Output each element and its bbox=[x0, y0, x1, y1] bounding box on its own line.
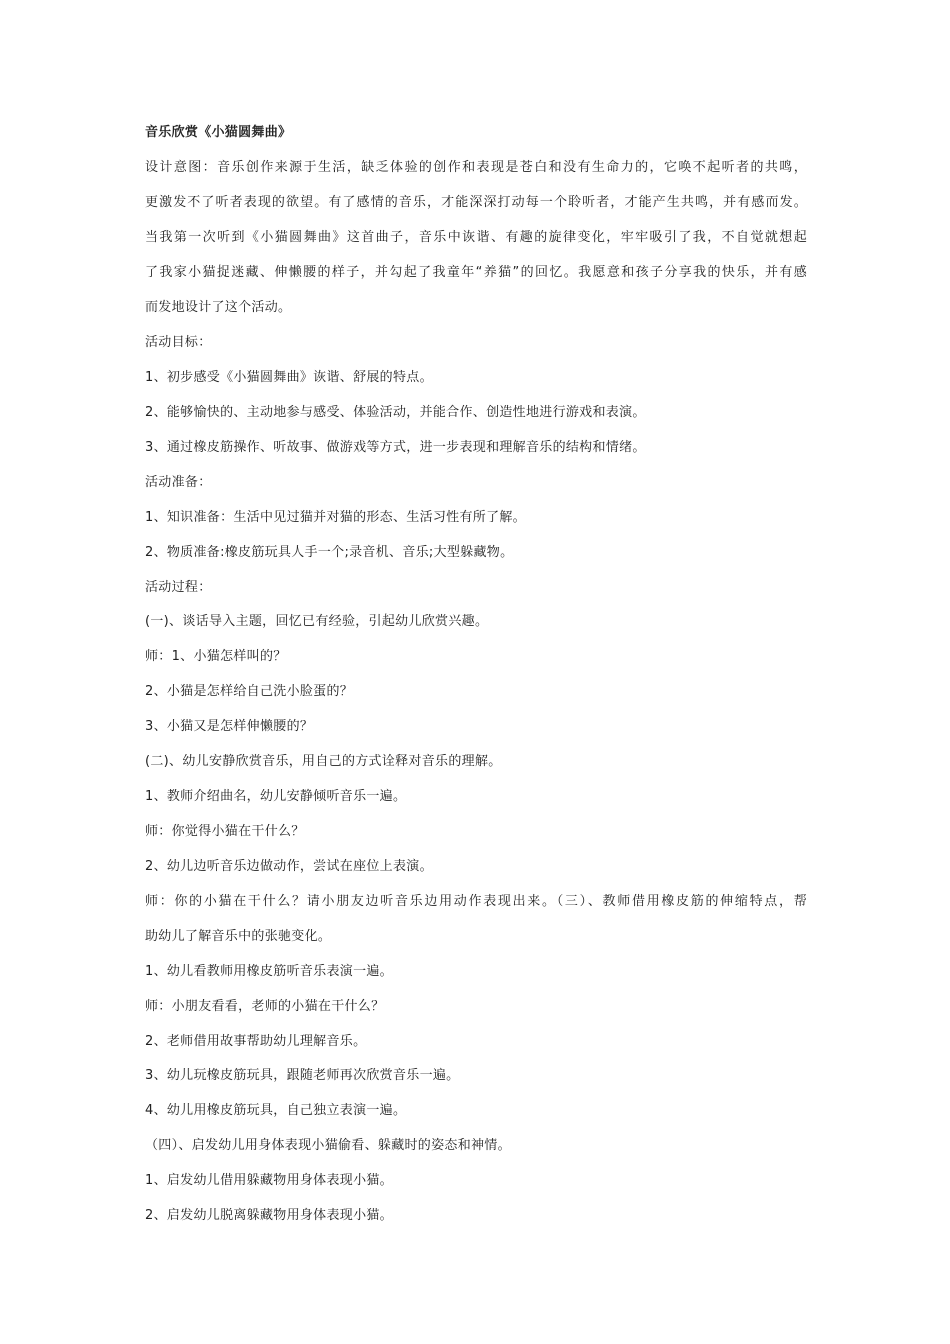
list-item: 师：小朋友看看，老师的小猫在干什么？ bbox=[145, 999, 385, 1014]
paragraph-line: 更激发不了听者表现的欲望。有了感情的音乐，才能深深打动每一个聆听者，才能产生共鸣，并有感而发。 bbox=[145, 195, 807, 210]
paragraph-line: 师：你的小猫在干什么？请小朋友边听音乐边用动作表现出来。（三）、教师借用橡皮筋的伸缩特点，帮 bbox=[145, 894, 807, 909]
paragraph-line: 助幼儿了解音乐中的张驰变化。 bbox=[145, 929, 332, 944]
list-item: 3、小猫又是怎样伸懒腰的？ bbox=[145, 719, 314, 734]
section-heading: 活动目标： bbox=[145, 335, 212, 350]
step-heading: (一)、谈话导入主题，回忆已有经验，引起幼儿欣赏兴趣。 bbox=[145, 614, 489, 629]
list-item: 2、老师借用故事帮助幼儿理解音乐。 bbox=[145, 1034, 367, 1049]
list-item: 4、幼儿用橡皮筋玩具，自己独立表演一遍。 bbox=[145, 1103, 407, 1118]
list-item: 3、幼儿玩橡皮筋玩具，跟随老师再次欣赏音乐一遍。 bbox=[145, 1068, 460, 1083]
list-item: 2、启发幼儿脱离躲藏物用身体表现小猫。 bbox=[145, 1208, 393, 1223]
paragraph-line: 了我家小猫捉迷藏、伸懒腰的样子，并勾起了我童年“养猫”的回忆。我愿意和孩子分享我的快乐，并有感 bbox=[145, 265, 807, 280]
paragraph-line: 设计意图：音乐创作来源于生活，缺乏体验的创作和表现是苍白和没有生命力的，它唤不起听者的共鸣， bbox=[145, 160, 807, 175]
list-item: 2、能够愉快的、主动地参与感受、体验活动，并能合作、创造性地进行游戏和表演。 bbox=[145, 405, 646, 420]
paragraph-line: 而发地设计了这个活动。 bbox=[145, 300, 292, 315]
list-item: 1、幼儿看教师用橡皮筋听音乐表演一遍。 bbox=[145, 964, 393, 979]
list-item: 师：1、小猫怎样叫的？ bbox=[145, 649, 287, 664]
list-item: 2、幼儿边听音乐边做动作，尝试在座位上表演。 bbox=[145, 859, 433, 874]
list-item: 师：你觉得小猫在干什么？ bbox=[145, 824, 305, 839]
list-item: 1、启发幼儿借用躲藏物用身体表现小猫。 bbox=[145, 1173, 393, 1188]
step-heading: (二)、幼儿安静欣赏音乐，用自己的方式诠释对音乐的理解。 bbox=[145, 754, 502, 769]
list-item: 1、教师介绍曲名，幼儿安静倾听音乐一遍。 bbox=[145, 789, 407, 804]
list-item: 2、小猫是怎样给自己洗小脸蛋的？ bbox=[145, 684, 354, 699]
section-heading: 活动过程： bbox=[145, 580, 212, 595]
list-item: 3、通过橡皮筋操作、听故事、做游戏等方式，进一步表现和理解音乐的结构和情绪。 bbox=[145, 440, 646, 455]
section-heading: 活动准备： bbox=[145, 475, 212, 490]
document-title: 音乐欣赏《小猫圆舞曲》 bbox=[145, 125, 292, 140]
list-item: 2、物质准备:橡皮筋玩具人手一个;录音机、音乐;大型躲藏物。 bbox=[145, 545, 514, 560]
step-heading: （四）、启发幼儿用身体表现小猫偷看、躲藏时的姿态和神情。 bbox=[145, 1138, 511, 1153]
list-item: 1、知识准备：生活中见过猫并对猫的形态、生活习性有所了解。 bbox=[145, 510, 526, 525]
paragraph-line: 当我第一次听到《小猫圆舞曲》这首曲子，音乐中诙谐、有趣的旋律变化，牢牢吸引了我，不自觉就想起 bbox=[145, 230, 807, 245]
list-item: 1、初步感受《小猫圆舞曲》诙谐、舒展的特点。 bbox=[145, 370, 433, 385]
